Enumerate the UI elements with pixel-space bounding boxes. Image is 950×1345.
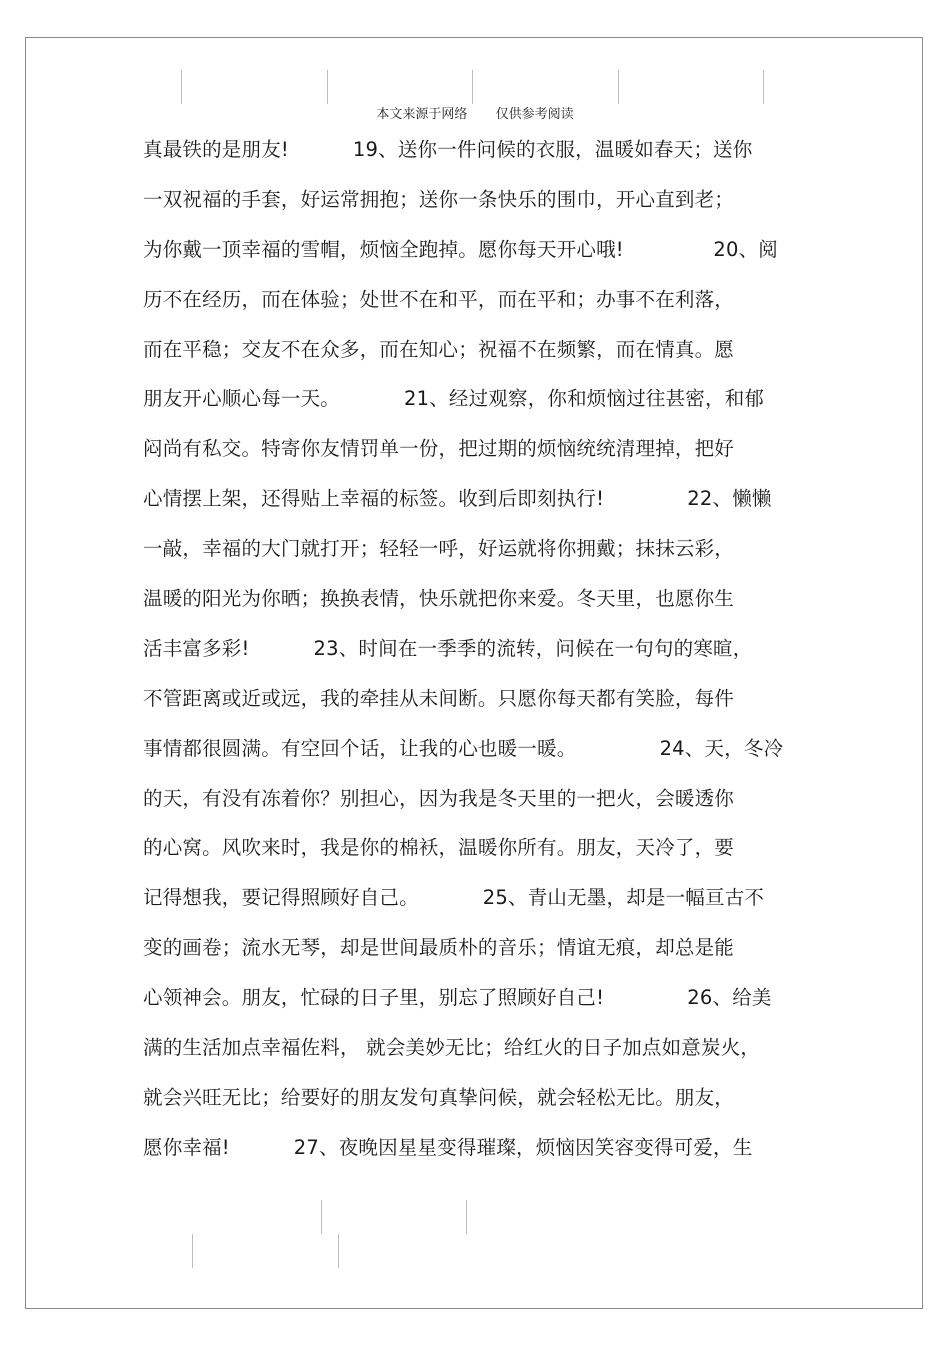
text-line: 一双祝福的手套，好运常拥抱；送你一条快乐的围巾，开心直到老； [143, 187, 735, 211]
top-mark [763, 70, 764, 104]
top-mark [327, 70, 328, 104]
header-source-note: 本文来源于网络 [376, 107, 468, 122]
text-line: 不管距离或近或远，我的牵挂从未间断。只愿你每天都有笑脸，每件 [143, 686, 735, 710]
text-line: 的天，有没有冻着你？别担心，因为我是冬天里的一把火，会暖透你 [143, 786, 735, 810]
bottom-mark [466, 1200, 467, 1234]
text-line: 为你戴一顶幸福的雪帽，烦恼全跑掉。愿你每天开心哦! 20、阅 [143, 237, 779, 261]
text-line: 温暖的阳光为你晒；换换表情，快乐就把你来爱。冬天里，也愿你生 [143, 587, 735, 611]
text-line: 的心窝。风吹来时，我是你的棉袄，温暖你所有。朋友，天冷了，要 [143, 836, 735, 860]
text-line: 活丰富多彩! 23、时间在一季季的流转，问候在一句句的寒暄， [143, 636, 753, 660]
header-reference-note: 仅供参考阅读 [495, 107, 574, 122]
bottom-mark [192, 1234, 193, 1268]
text-line: 真最铁的是朋友! 19、送你一件问候的衣服，温暖如春天；送你 [143, 138, 753, 161]
bottom-mark [338, 1234, 339, 1268]
text-line: 事情都很圆满。有空回个话，让我的心也暖一暖。 24、天，冬冷 [143, 736, 784, 760]
top-mark [181, 70, 182, 104]
text-line: 闷尚有私交。特寄你友情罚单一份，把过期的烦恼统统清理掉，把好 [143, 437, 735, 461]
text-line: 就会兴旺无比；给要好的朋友发句真挚问候，就会轻松无比。朋友， [143, 1085, 735, 1109]
bottom-mark [321, 1200, 322, 1234]
top-mark [618, 70, 619, 104]
document-body [143, 128, 823, 1176]
text-line: 而在平稳；交友不在众多，而在知心；祝福不在频繁，而在情真。愿 [143, 337, 735, 361]
top-mark [472, 70, 473, 104]
text-line: 记得想我，要记得照顾好自己。 25、青山无墨，却是一幅亘古不 [143, 886, 765, 910]
text-line: 变的画卷；流水无琴，却是世间最质朴的音乐；情谊无痕，却总是能 [143, 936, 735, 960]
text-line: 心情摆上架，还得贴上幸福的标签。收到后即刻执行! 22、懒懒 [143, 487, 772, 511]
text-line: 愿你幸福! 27、夜晚因星星变得璀璨，烦恼因笑容变得可爱，生 [143, 1135, 753, 1159]
page-header [0, 103, 950, 122]
text-line: 一敲，幸福的大门就打开；轻轻一呼，好运就将你拥戴；抹抹云彩， [143, 537, 735, 561]
text-line: 朋友开心顺心每一天。 21、经过观察，你和烦恼过往甚密，和郁 [143, 387, 765, 411]
text-line: 满的生活加点幸福佐料， 就会美妙无比；给红火的日子加点如意炭火， [143, 1036, 761, 1060]
text-line: 心领神会。朋友，忙碌的日子里，别忘了照顾好自己! 26、给美 [143, 986, 772, 1010]
text-line: 历不在经历，而在体验；处世不在和平，而在平和；办事不在利落， [143, 287, 735, 311]
